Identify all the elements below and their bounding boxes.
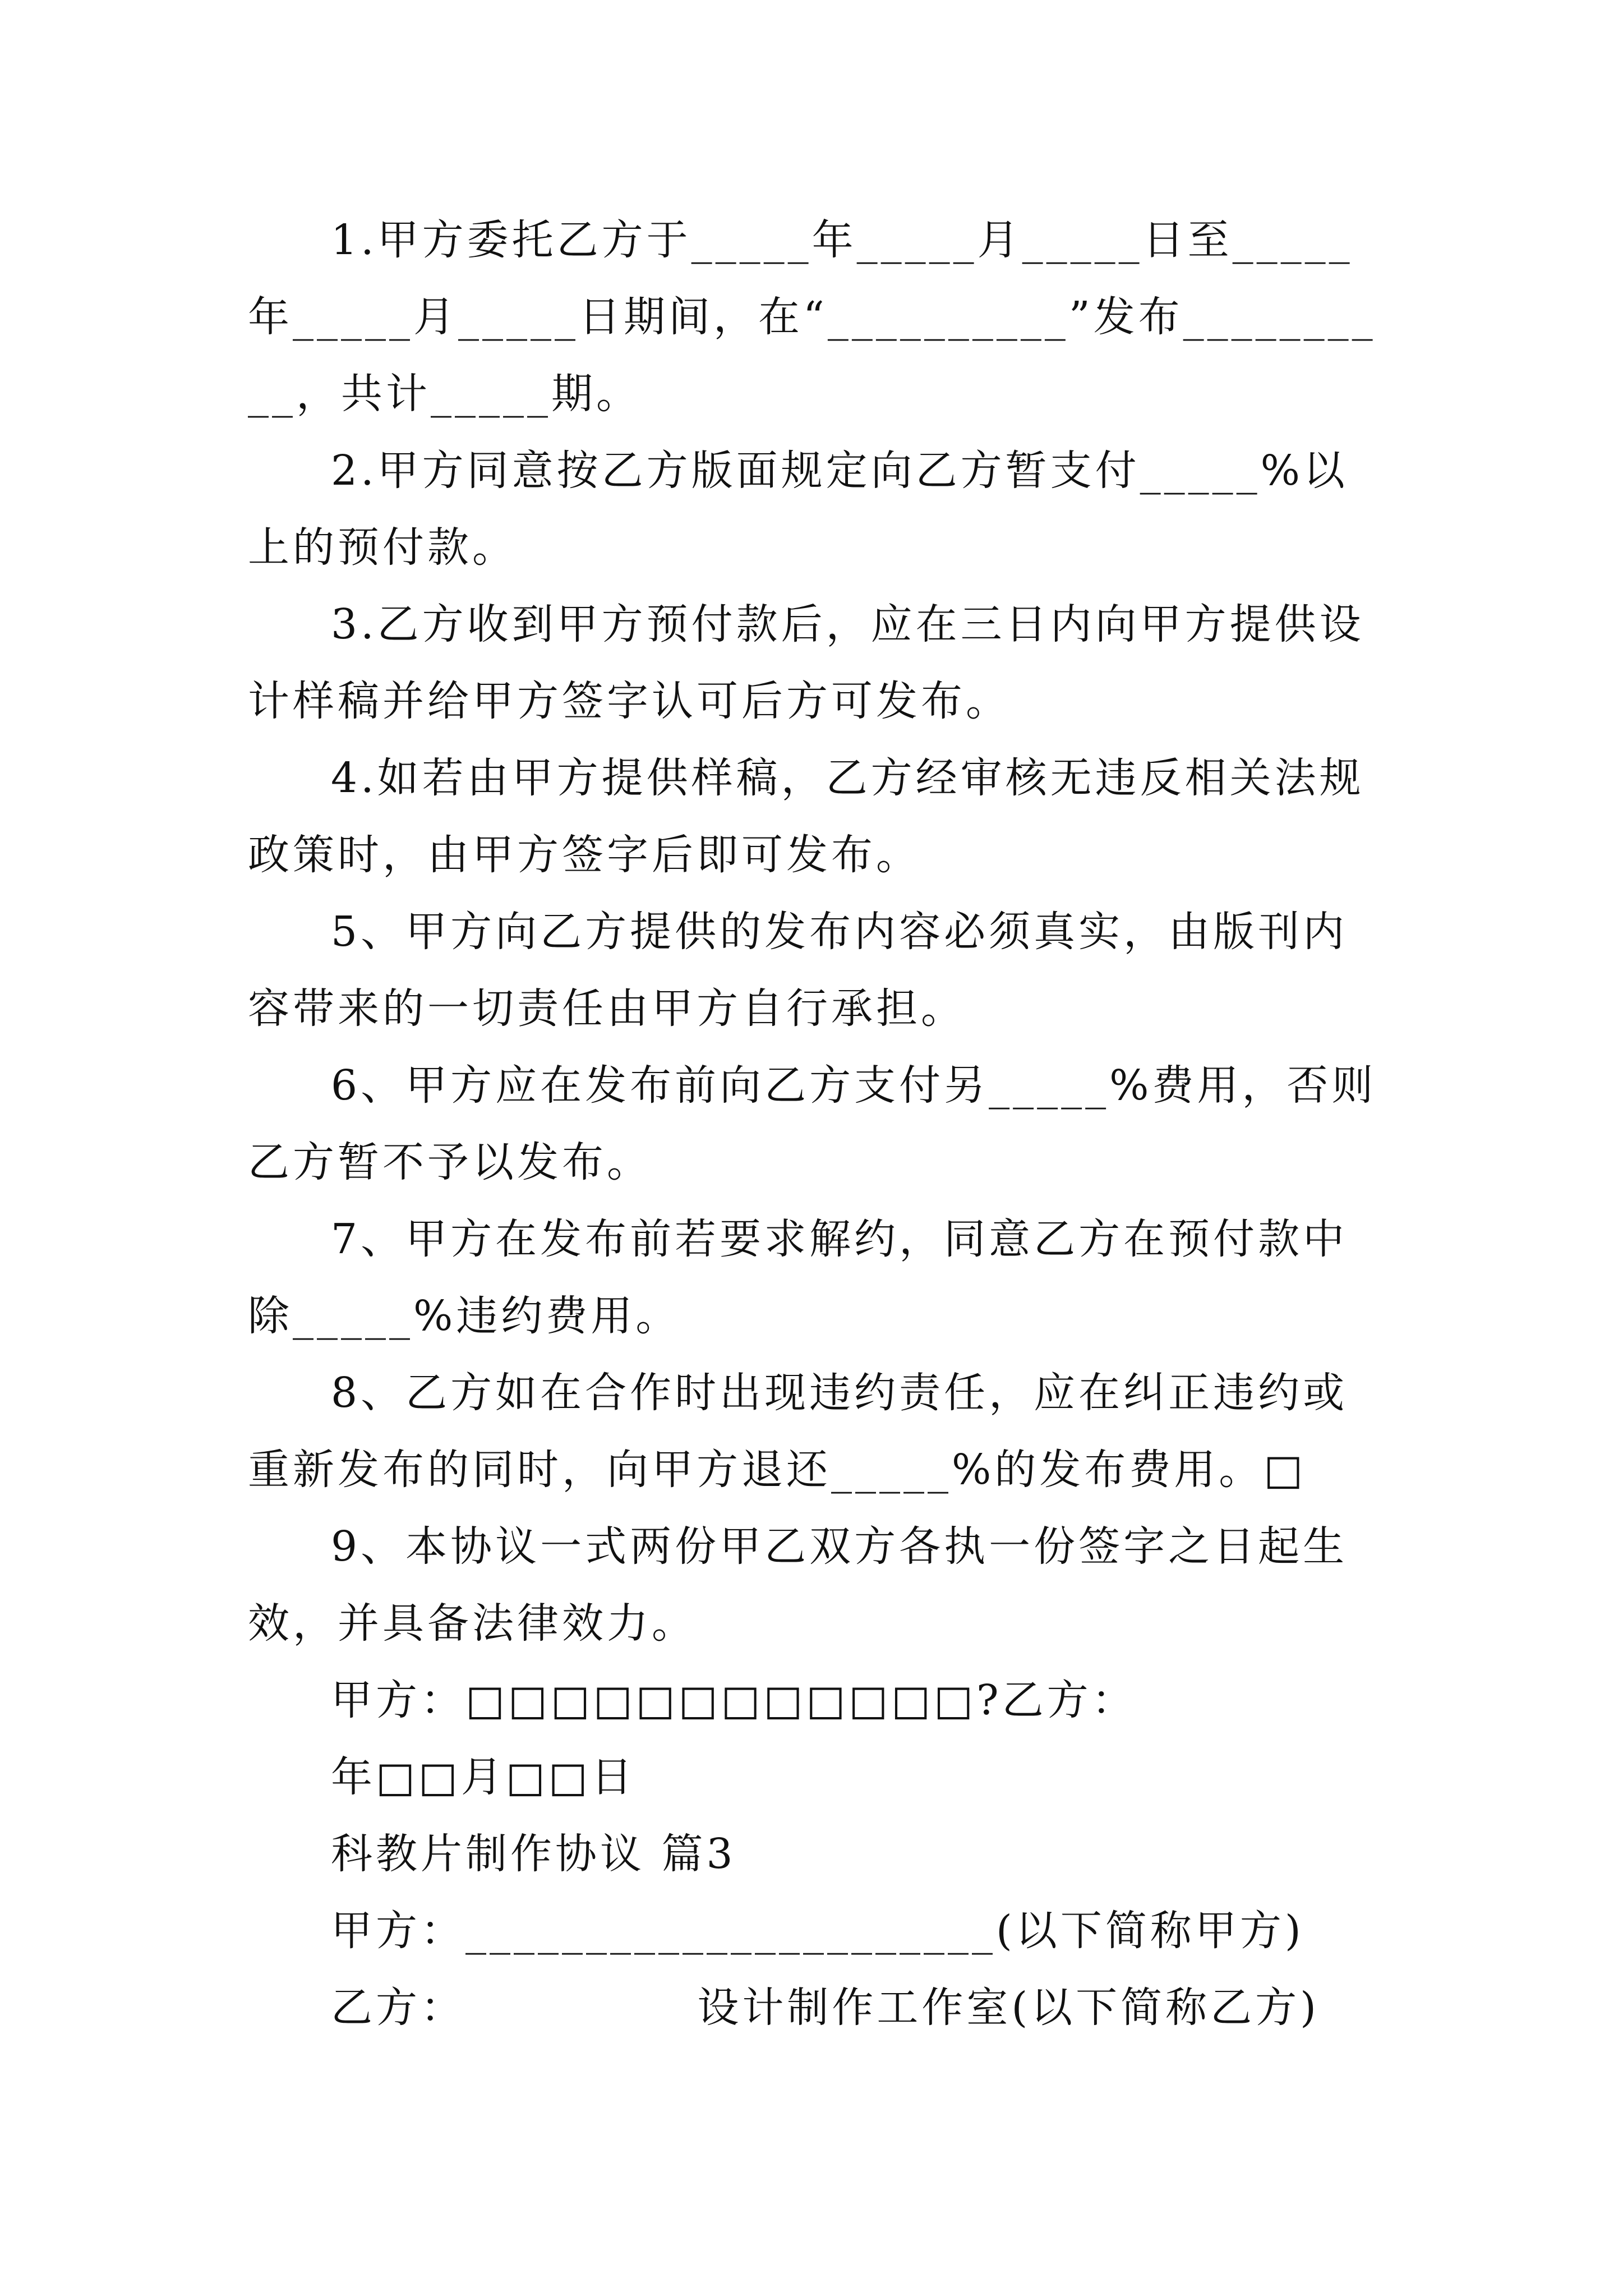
section-title: 科教片制作协议 篇3 <box>331 1830 736 1878</box>
clause-6: 6、甲方应在发布前向乙方支付另_____%费用，否则乙方暂不予以发布。 <box>248 1061 1377 1186</box>
clause-2: 2.甲方同意按乙方版面规定向乙方暂支付_____%以上的预付款。 <box>248 447 1348 572</box>
party-b-line: 乙方： 设计制作工作室(以下简称乙方) <box>331 1984 1320 2032</box>
clause-8: 8、乙方如在合作时出现违约责任，应在纠正违约或重新发布的同时，向甲方退还_____%的发布费用。□ <box>248 1369 1348 1494</box>
clause-1: 1.甲方委托乙方于_____年_____月_____日至_____年_____月_____日期间，在“__________”发布__________，共计_____期。 <box>248 216 1376 418</box>
document-body <box>248 202 1386 2046</box>
clause-4: 4.如若由甲方提供样稿，乙方经审核无违反相关法规政策时，由甲方签字后即可发布。 <box>248 754 1364 879</box>
signature-line: 甲方：□□□□□□□□□□□□?乙方： <box>331 1676 1137 1724</box>
clause-9: 9、本协议一式两份甲乙双方各执一份签字之日起生效，并具备法律效力。 <box>248 1522 1348 1648</box>
date-line: 年□□月□□日 <box>331 1753 636 1801</box>
clause-3: 3.乙方收到甲方预付款后，应在三日内向甲方提供设计样稿并给甲方签字认可后方可发布。 <box>248 600 1364 725</box>
clause-7: 7、甲方在发布前若要求解约，同意乙方在预付款中除_____%违约费用。 <box>248 1215 1348 1340</box>
clause-5: 5、甲方向乙方提供的发布内容必须真实，由版刊内容带来的一切责任由甲方自行承担。 <box>248 908 1348 1033</box>
party-a-line: 甲方：______________________(以下简称甲方) <box>331 1907 1304 1955</box>
